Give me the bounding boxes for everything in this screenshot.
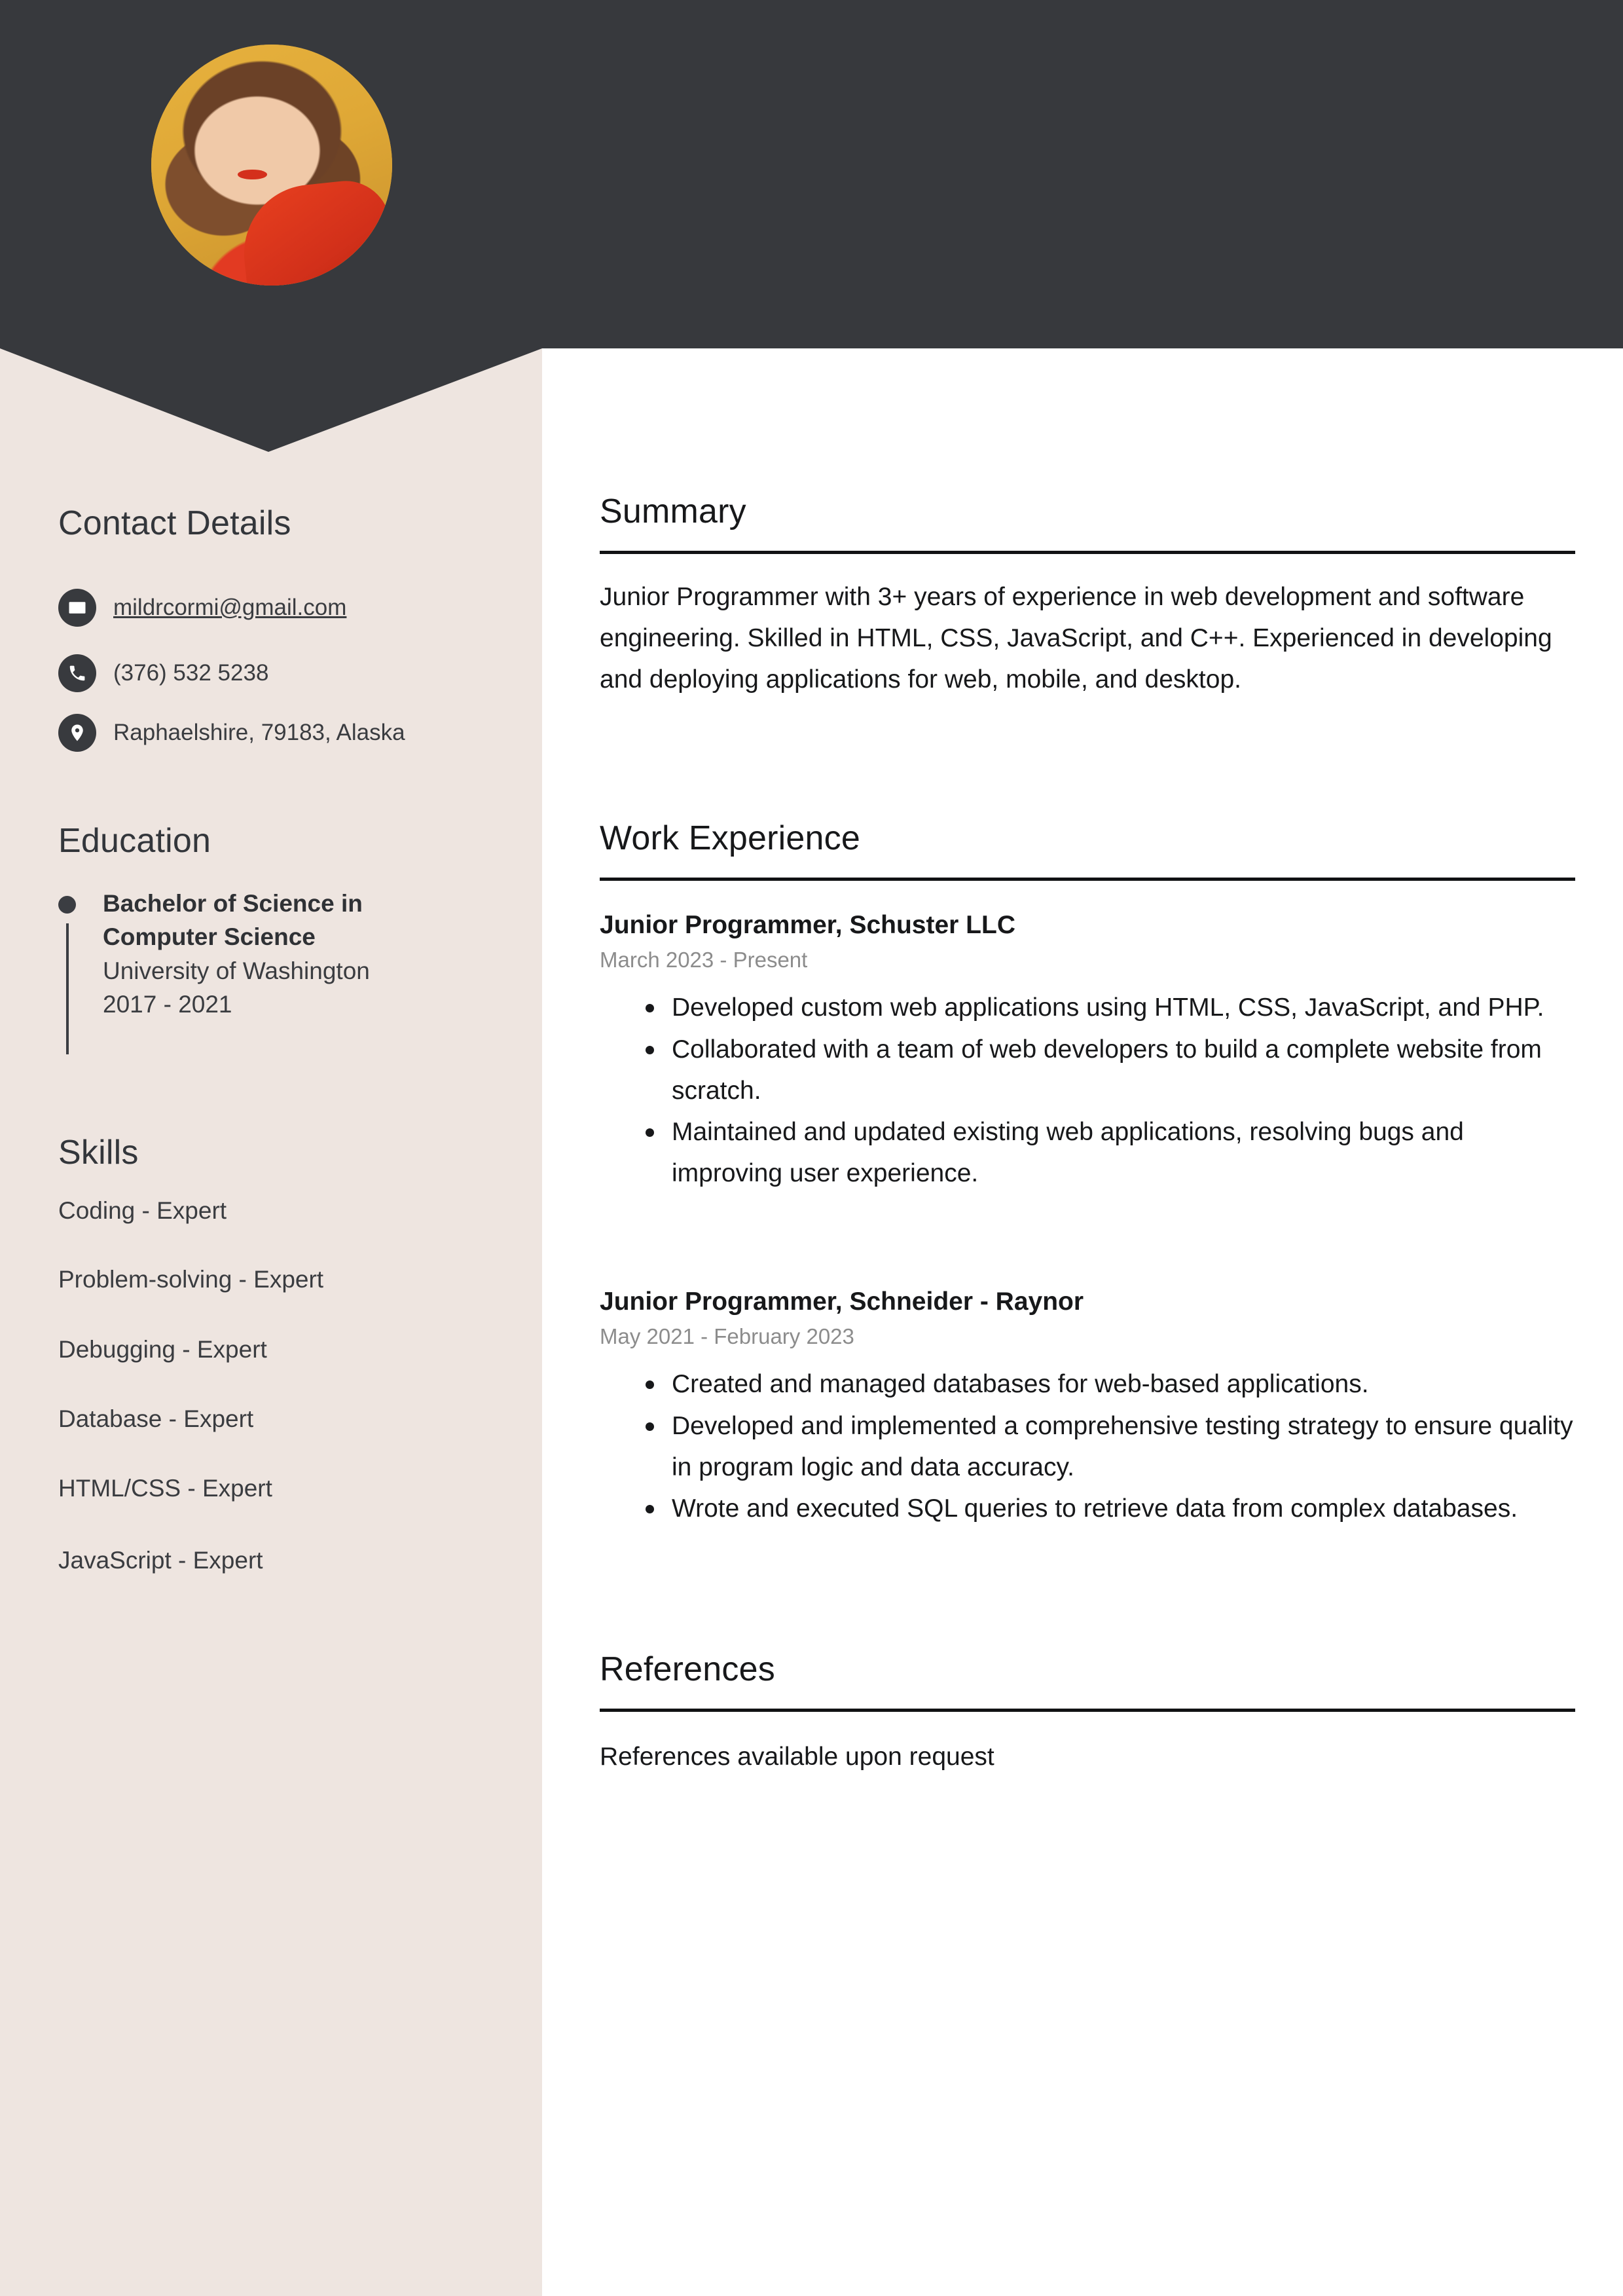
job-title: Junior Programmer, Schneider - Raynor <box>600 1287 1084 1316</box>
location-pin-icon <box>58 714 96 752</box>
summary-divider <box>600 551 1575 554</box>
references-text: References available upon request <box>600 1743 994 1771</box>
job-bullet: Collaborated with a team of web developers to build a complete website from scratch. <box>672 1029 1575 1111</box>
skill-item: JavaScript - Expert <box>58 1547 263 1574</box>
contact-email-text[interactable]: mildrcormi@gmail.com <box>113 595 347 620</box>
education-degree: Bachelor of Science in Computer Science <box>103 890 363 951</box>
education-years: 2017 - 2021 <box>103 991 232 1018</box>
sidebar <box>0 0 542 2296</box>
job-dates: May 2021 - February 2023 <box>600 1324 854 1348</box>
envelope-icon <box>58 589 96 627</box>
phone-icon <box>58 654 96 692</box>
contact-item-email[interactable] <box>58 589 346 627</box>
education-entry <box>58 887 477 1022</box>
skill-item: Debugging - Expert <box>58 1336 267 1363</box>
summary-text: Junior Programmer with 3+ years of experience in web development and software engineering. Skilled in HTML, CSS, JavaScript, and C++. Experienced in developing and deploying applications for web, mobile, and desktop. <box>600 583 1552 694</box>
contact-phone-text[interactable]: (376) 532 5238 <box>113 660 269 686</box>
skill-item: Database - Expert <box>58 1405 254 1432</box>
job-bullet: Created and managed databases for web-based applications. <box>672 1363 1575 1405</box>
contact-details-heading: Contact Details <box>58 504 291 542</box>
education-school: University of Washington <box>103 957 370 984</box>
contact-location-text: Raphaelshire, 79183, Alaska <box>113 720 405 745</box>
skill-item: Coding - Expert <box>58 1197 227 1224</box>
job-title: Junior Programmer, Schuster LLC <box>600 911 1015 939</box>
timeline-line <box>66 923 69 1054</box>
work-experience-divider <box>600 878 1575 881</box>
summary-heading: Summary <box>600 492 746 530</box>
work-experience-heading: Work Experience <box>600 819 860 857</box>
job-bullet: Developed custom web applications using HTML, CSS, JavaScript, and PHP. <box>672 987 1575 1028</box>
work-experience-item <box>600 1287 1575 1529</box>
skill-item: Problem-solving - Expert <box>58 1266 324 1293</box>
job-bullet-list <box>600 1363 1575 1529</box>
education-entry-body <box>103 887 477 1022</box>
skills-heading: Skills <box>58 1134 139 1172</box>
skill-item: HTML/CSS - Expert <box>58 1475 272 1502</box>
job-bullet: Wrote and executed SQL queries to retrieve data from complex databases. <box>672 1488 1575 1529</box>
references-heading: References <box>600 1650 775 1688</box>
timeline-bullet-icon <box>58 896 76 914</box>
contact-item-phone[interactable] <box>58 654 268 692</box>
work-experience-item <box>600 910 1575 1194</box>
job-bullet: Maintained and updated existing web applications, resolving bugs and improving user experience. <box>672 1111 1575 1194</box>
job-bullet: Developed and implemented a comprehensive testing strategy to ensure quality in program logic and data accuracy. <box>672 1405 1575 1488</box>
job-dates: March 2023 - Present <box>600 947 808 972</box>
contact-item-location <box>58 714 405 752</box>
education-heading: Education <box>58 822 211 860</box>
references-divider <box>600 1709 1575 1712</box>
job-bullet-list <box>600 987 1575 1194</box>
